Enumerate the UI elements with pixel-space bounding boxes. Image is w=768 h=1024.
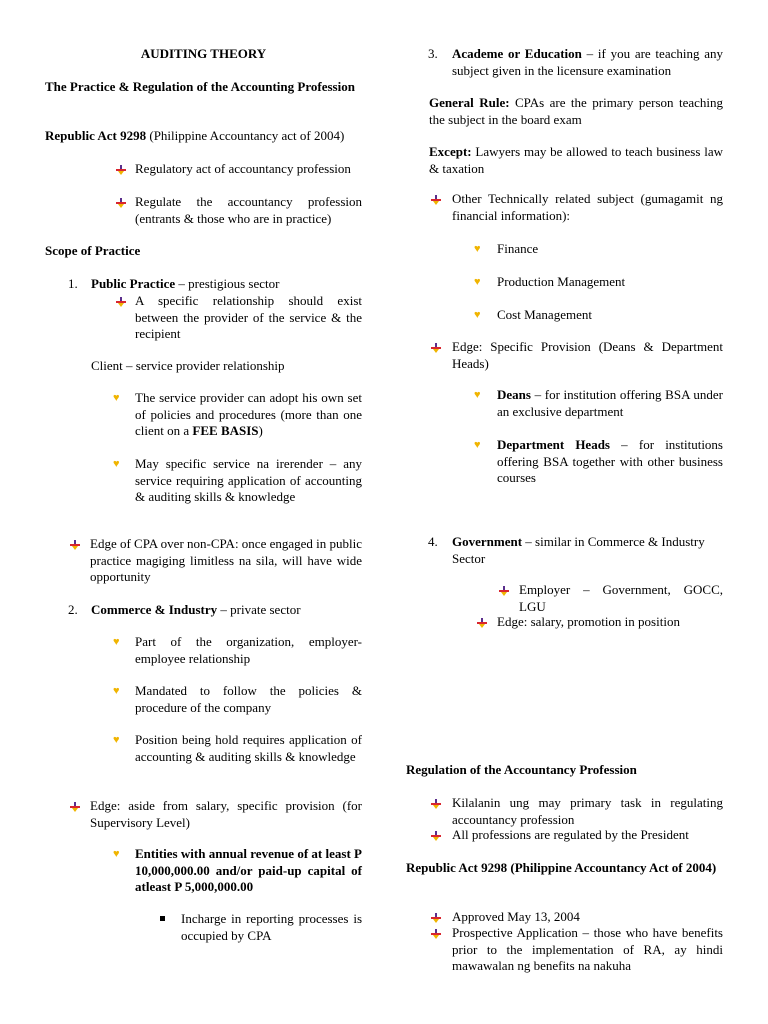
academe-heading: Academe or Education – if you are teaching any subject given in the licensure examination <box>452 46 723 78</box>
except-rule: Except: Lawyers may be allowed to teach business law & taxation <box>429 144 723 176</box>
subject-item: Finance <box>497 241 539 256</box>
public-heart-item: May specific service na irerender – any service requiring application of accounting & auditing skills & knowledge <box>135 456 362 504</box>
arrow-bullet-icon <box>430 798 443 811</box>
regulation-ra-bullet: Prospective Application – those who have benefits prior to the implementation of RA, ay hindi mawawalan ng benefits na nakuha <box>452 925 723 973</box>
public-practice-heading: Public Practice – prestigious sector <box>91 276 280 291</box>
document-title: AUDITING THEORY <box>140 46 267 61</box>
public-edge: Edge of CPA over non-CPA: once engaged in public practice magiging limitless na sila, will have wide opportunity <box>90 536 363 584</box>
arrow-bullet-icon <box>476 617 489 630</box>
heart-bullet-icon: ♥ <box>474 243 481 255</box>
commerce-bold-item: Entities with annual revenue of at least P 10,000,000.00 and/or paid-up capital of atleast P 5,000,000.00 <box>135 846 362 894</box>
list-number: 1. <box>68 276 78 291</box>
regulation-bullet: Kilalanin ung may primary task in regulating accountancy profession <box>452 795 723 827</box>
heart-bullet-icon: ♥ <box>474 309 481 321</box>
government-bullet: Employer – Government, GOCC, LGU <box>519 582 723 614</box>
arrow-bullet-icon <box>115 164 128 177</box>
department-heads-item: Department Heads – for institutions offering BSA together with other business courses <box>497 437 723 485</box>
public-bullet: A specific relationship should exist between the provider of the service & the recipient <box>135 293 362 341</box>
commerce-square-item: Incharge in reporting processes is occupied by CPA <box>181 911 362 943</box>
list-number: 2. <box>68 602 78 617</box>
commerce-heading: Commerce & Industry – private sector <box>91 602 301 617</box>
arrow-bullet-icon <box>430 342 443 355</box>
deans-item: Deans – for institution offering BSA under an exclusive department <box>497 387 723 419</box>
ra-heading: Republic Act 9298 (Philippine Accountancy act of 2004) <box>45 128 345 143</box>
section-subtitle: The Practice & Regulation of the Accounting Profession <box>45 79 355 94</box>
ra-bullet: Regulate the accountancy profession (entrants & those who are in practice) <box>135 194 362 226</box>
heart-bullet-icon: ♥ <box>474 439 481 451</box>
arrow-bullet-icon <box>498 585 511 598</box>
government-heading: Government – similar in Commerce & Industry Sector <box>452 534 705 566</box>
commerce-heart-item: Mandated to follow the policies & procedure of the company <box>135 683 362 715</box>
subject-item: Cost Management <box>497 307 592 322</box>
list-number: 4. <box>428 534 438 549</box>
arrow-bullet-icon <box>430 928 443 941</box>
heart-bullet-icon: ♥ <box>113 636 120 648</box>
heart-bullet-icon: ♥ <box>113 392 120 404</box>
scope-heading: Scope of Practice <box>45 243 141 258</box>
arrow-bullet-icon <box>115 197 128 210</box>
ra-bullet: Regulatory act of accountancy profession <box>135 161 351 176</box>
subject-item: Production Management <box>497 274 626 289</box>
arrow-bullet-icon <box>69 801 82 814</box>
arrow-bullet-icon <box>430 912 443 925</box>
commerce-edge: Edge: aside from salary, specific provision (for Supervisory Level) <box>90 798 362 830</box>
public-note: Client – service provider relationship <box>91 358 285 373</box>
arrow-bullet-icon <box>430 194 443 207</box>
square-bullet-icon <box>160 916 165 921</box>
list-number: 3. <box>428 46 438 61</box>
heart-bullet-icon: ♥ <box>474 389 481 401</box>
regulation-heading: Regulation of the Accountancy Profession <box>406 762 637 777</box>
arrow-bullet-icon <box>430 830 443 843</box>
regulation-ra-heading: Republic Act 9298 (Philippine Accountancy Act of 2004) <box>406 860 717 875</box>
regulation-ra-bullet: Approved May 13, 2004 <box>452 909 580 924</box>
arrow-bullet-icon <box>69 539 82 552</box>
heart-bullet-icon: ♥ <box>113 734 120 746</box>
government-bullet: Edge: salary, promotion in position <box>497 614 680 629</box>
public-heart-item: The service provider can adopt his own set of policies and procedures (more than one client on a FEE BASIS) <box>135 390 362 438</box>
heart-bullet-icon: ♥ <box>113 685 120 697</box>
heart-bullet-icon: ♥ <box>113 458 120 470</box>
heart-bullet-icon: ♥ <box>474 276 481 288</box>
arrow-bullet-icon <box>115 296 128 309</box>
academe-edge: Edge: Specific Provision (Deans & Department Heads) <box>452 339 723 371</box>
academe-other: Other Technically related subject (gumagamit ng financial information): <box>452 191 723 223</box>
regulation-bullet: All professions are regulated by the President <box>452 827 689 842</box>
commerce-heart-item: Position being hold requires application of accounting & auditing skills & knowledge <box>135 732 362 764</box>
general-rule: General Rule: CPAs are the primary person teaching the subject in the board exam <box>429 95 724 127</box>
commerce-heart-item: Part of the organization, employer-employee relationship <box>135 634 362 666</box>
heart-bullet-icon: ♥ <box>113 848 120 860</box>
